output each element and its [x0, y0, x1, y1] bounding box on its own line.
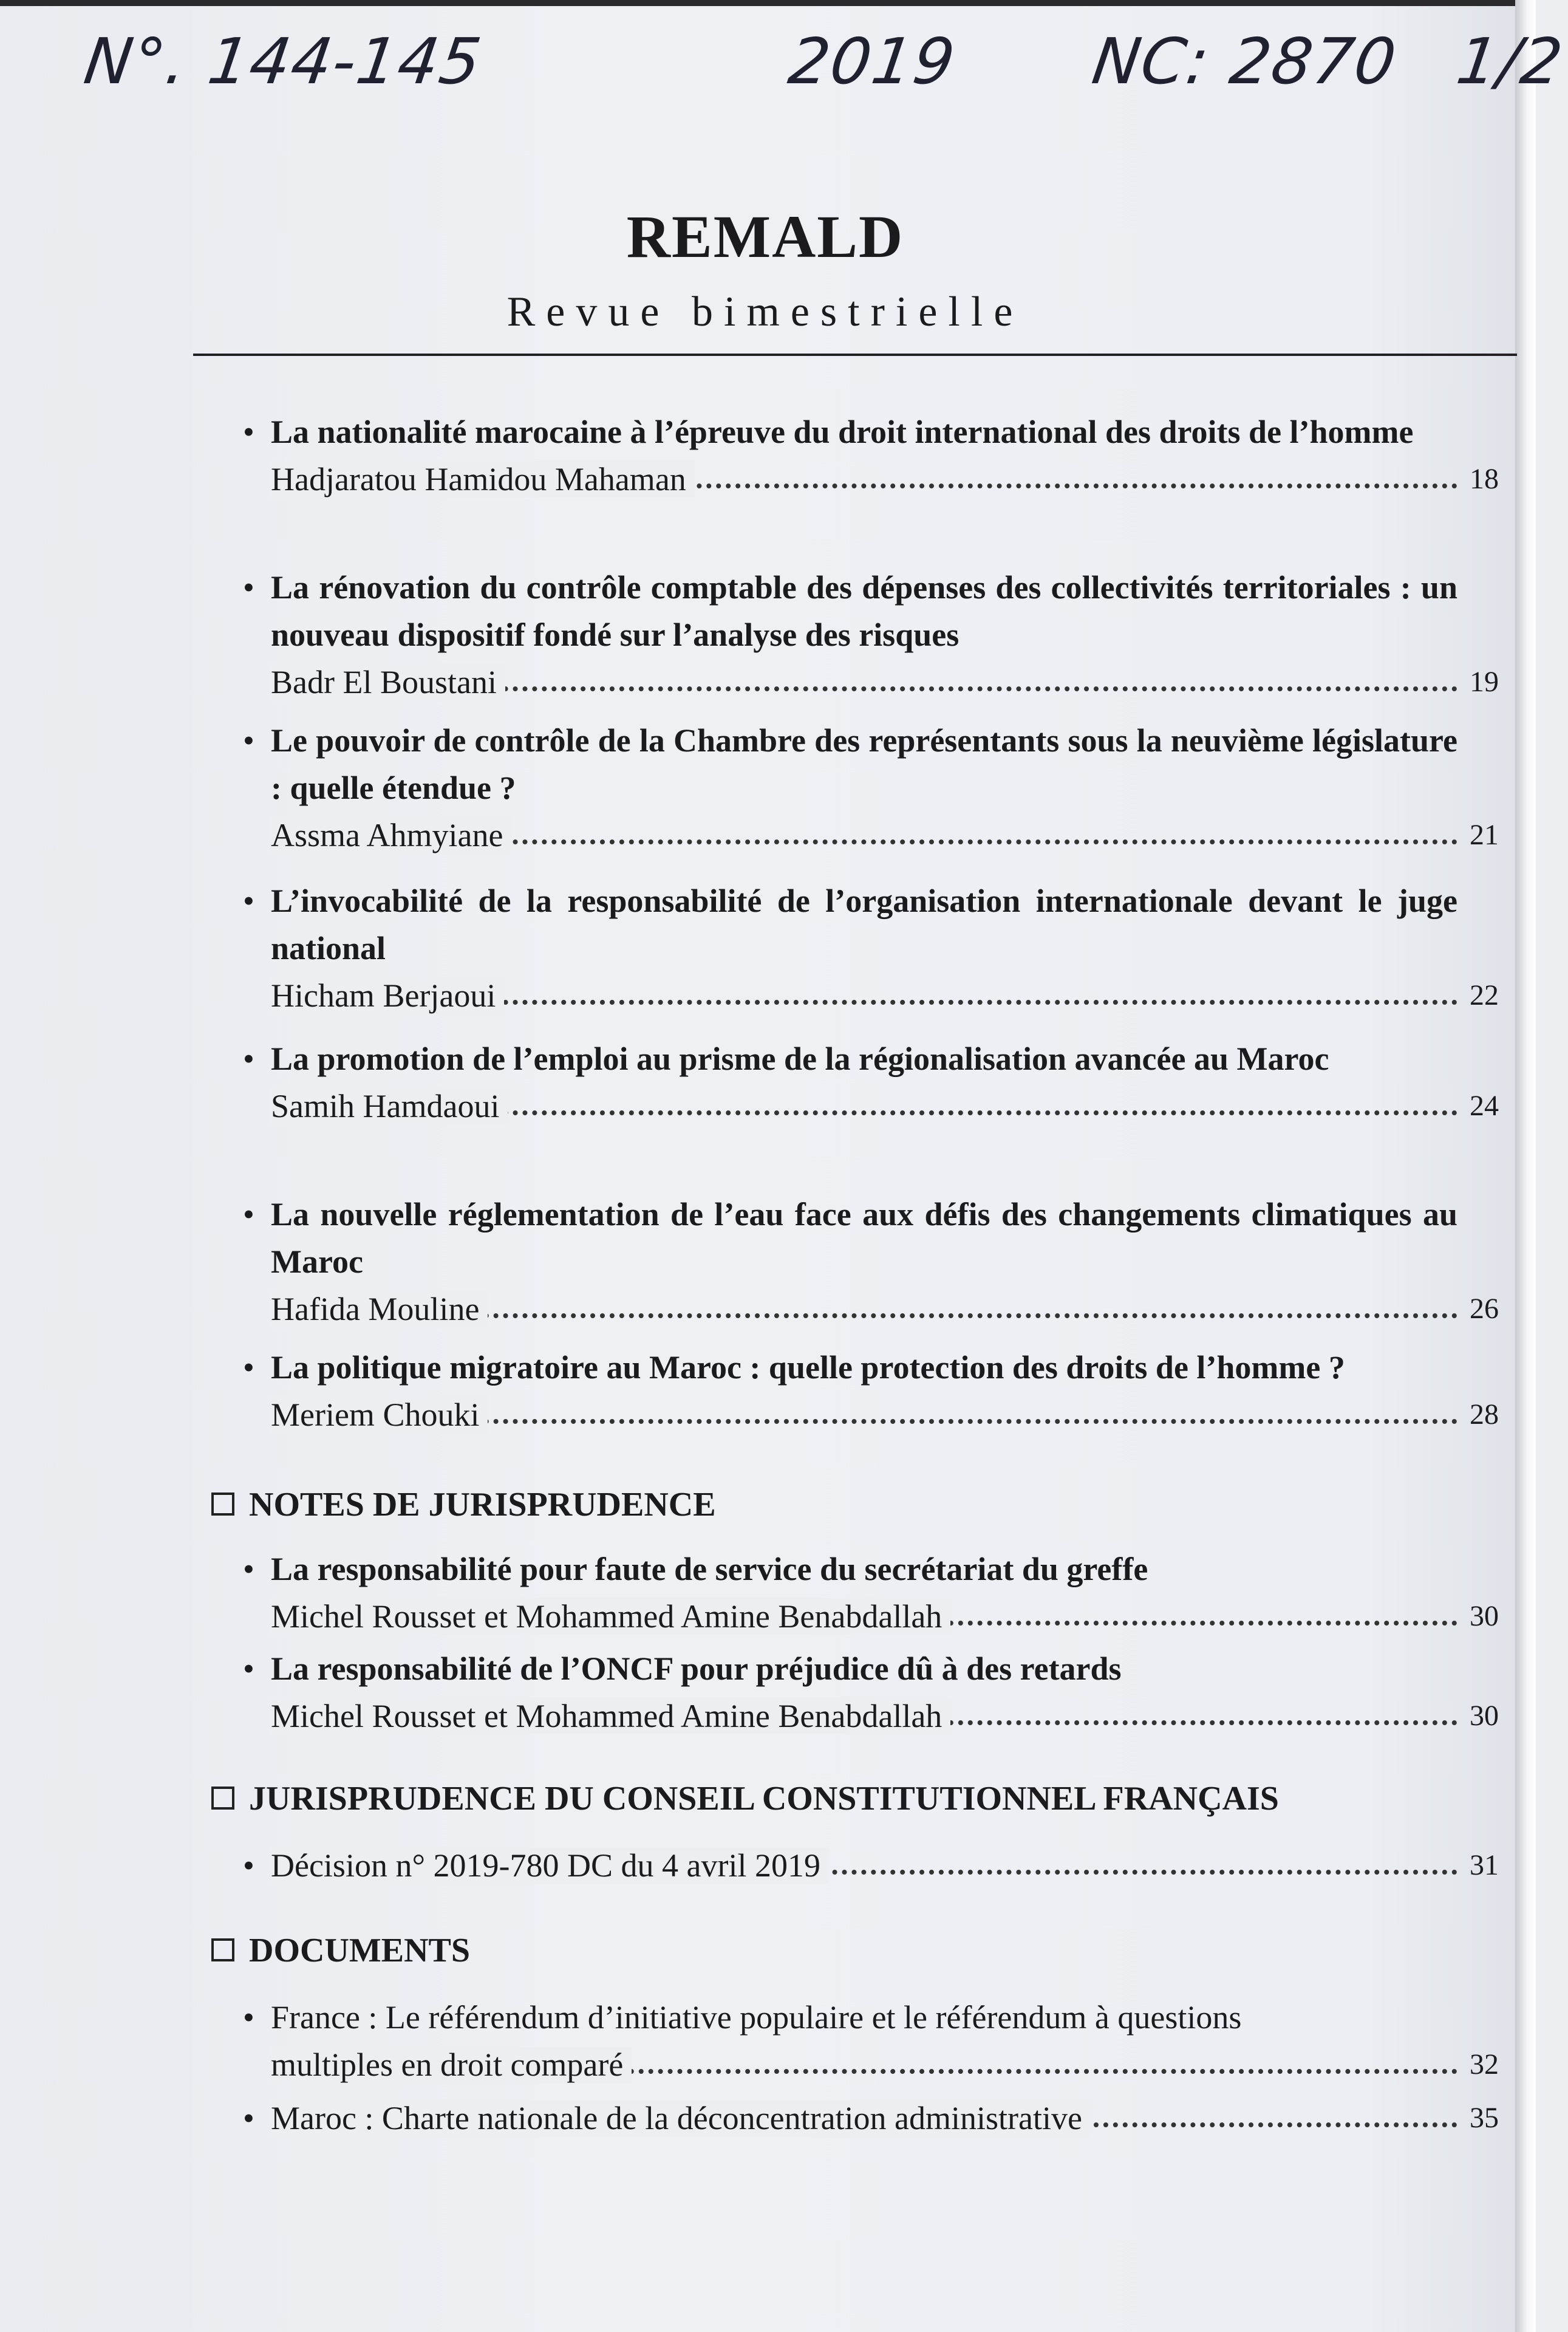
article-title: • La politique migratoire au Maroc : quelle protection des droits de l’homme ?	[243, 1344, 1457, 1391]
item-line	[243, 1842, 1499, 1889]
item-page: 31	[1470, 1849, 1499, 1881]
article-page: 21	[1470, 819, 1499, 851]
note-page: 30	[1470, 1700, 1499, 1732]
item-line	[243, 2094, 1499, 2142]
toc-article[interactable]	[243, 877, 1499, 1019]
article-title: • La nouvelle réglementation de l’eau face aux défis des changements climatiques au Maroc	[243, 1191, 1457, 1285]
note-title: • La responsabilité pour faute de service du secrétariat du greffe	[243, 1545, 1457, 1593]
article-author-line	[243, 658, 1499, 706]
article-page: 22	[1470, 979, 1499, 1011]
header-rule	[193, 354, 1517, 356]
toc-note[interactable]	[243, 1545, 1499, 1640]
checkbox-square-icon	[211, 1493, 234, 1516]
section-title: JURISPRUDENCE DU CONSEIL CONSTITUTIONNEL FRANÇAIS	[249, 1780, 1279, 1817]
article-author: Badr El Boustani	[271, 664, 505, 700]
toc-article[interactable]	[243, 564, 1499, 706]
article-title: • La nationalité marocaine à l’épreuve du droit international des droits de l’homme	[243, 408, 1457, 456]
article-author: Samih Hamdaoui	[271, 1088, 508, 1124]
toc-document-item[interactable]	[243, 2094, 1499, 2142]
item-text: Décision n° 2019-780 DC du 4 avril 2019	[271, 1847, 829, 1884]
article-title: • L’invocabilité de la responsabilité de l’organisation internationale devant le juge national	[243, 877, 1457, 972]
section-heading-conseil	[211, 1775, 1279, 1822]
article-author-line	[243, 1082, 1499, 1130]
bullet-icon: •	[243, 1847, 254, 1884]
checkbox-square-icon	[211, 1938, 234, 1961]
article-author-line	[243, 1285, 1499, 1333]
article-author: Hafida Mouline	[271, 1291, 488, 1327]
article-title: • La rénovation du contrôle comptable des dépenses des collectivités territoriales : un nouveau dispositif fondé sur l’analyse des risques	[243, 564, 1457, 658]
item-text: multiples en droit comparé	[271, 2046, 632, 2083]
toc-note[interactable]	[243, 1645, 1499, 1740]
toc-article[interactable]	[243, 1035, 1499, 1130]
item-text: Maroc : Charte nationale de la déconcentration administrative	[271, 2100, 1091, 2136]
section-title: NOTES DE JURISPRUDENCE	[249, 1486, 716, 1523]
article-title: • La promotion de l’emploi au prisme de la régionalisation avancée au Maroc	[243, 1035, 1457, 1082]
article-author-line	[243, 972, 1499, 1019]
handwritten-catalog: NC: 2870	[1088, 24, 1402, 98]
section-heading-notes	[211, 1481, 716, 1528]
note-author: Michel Rousset et Mohammed Amine Benabdallah	[271, 1698, 950, 1734]
checkbox-square-icon	[211, 1787, 234, 1810]
bullet-icon: •	[243, 1999, 254, 2036]
article-page: 26	[1470, 1293, 1499, 1325]
article-author: Meriem Chouki	[271, 1397, 488, 1433]
article-author-line	[243, 812, 1499, 859]
journal-title: REMALD	[626, 203, 904, 270]
toc-article[interactable]	[243, 1191, 1499, 1333]
item-page: 32	[1470, 2048, 1499, 2081]
toc-article[interactable]	[243, 717, 1499, 859]
page-top-edge	[0, 0, 1536, 6]
journal-subtitle: Revue bimestrielle	[506, 289, 1024, 335]
article-page: 24	[1470, 1090, 1499, 1122]
toc-conseil-item[interactable]	[243, 1842, 1499, 1889]
handwritten-issue-numbers: N°. 144-145	[80, 24, 487, 98]
article-page: 18	[1470, 463, 1499, 495]
article-author: Assma Ahmyiane	[271, 817, 511, 853]
note-title: • La responsabilité de l’ONCF pour préjudice dû à des retards	[243, 1645, 1457, 1692]
handwritten-mark: 1/2	[1452, 24, 1568, 98]
note-author-line	[243, 1593, 1499, 1640]
article-author: Hicham Berjaoui	[271, 977, 504, 1014]
page-spine-edge	[1515, 0, 1536, 2332]
toc-article[interactable]	[243, 1344, 1499, 1438]
note-author: Michel Rousset et Mohammed Amine Benabdallah	[271, 1598, 950, 1635]
article-author: Hadjaratou Hamidou Mahaman	[271, 461, 695, 498]
article-page: 28	[1470, 1398, 1499, 1431]
item-line	[243, 1994, 1457, 2041]
toc-article[interactable]	[243, 408, 1499, 503]
article-page: 19	[1470, 666, 1499, 698]
handwritten-year: 2019	[784, 24, 961, 98]
item-text: France : Le référendum d’initiative populaire et le référendum à questions	[271, 1999, 1242, 2036]
item-line	[243, 2041, 1499, 2088]
bullet-icon: •	[243, 2100, 254, 2136]
article-author-line	[243, 1391, 1499, 1438]
article-author-line	[243, 456, 1499, 503]
section-title: DOCUMENTS	[249, 1932, 471, 1969]
article-title: • Le pouvoir de contrôle de la Chambre des représentants sous la neuvième législature : quelle étendue ?	[243, 717, 1457, 812]
note-author-line	[243, 1692, 1499, 1740]
toc-document-item[interactable]	[243, 1994, 1499, 2088]
section-heading-documents	[211, 1927, 470, 1974]
item-page: 35	[1470, 2102, 1499, 2134]
note-page: 30	[1470, 1600, 1499, 1632]
